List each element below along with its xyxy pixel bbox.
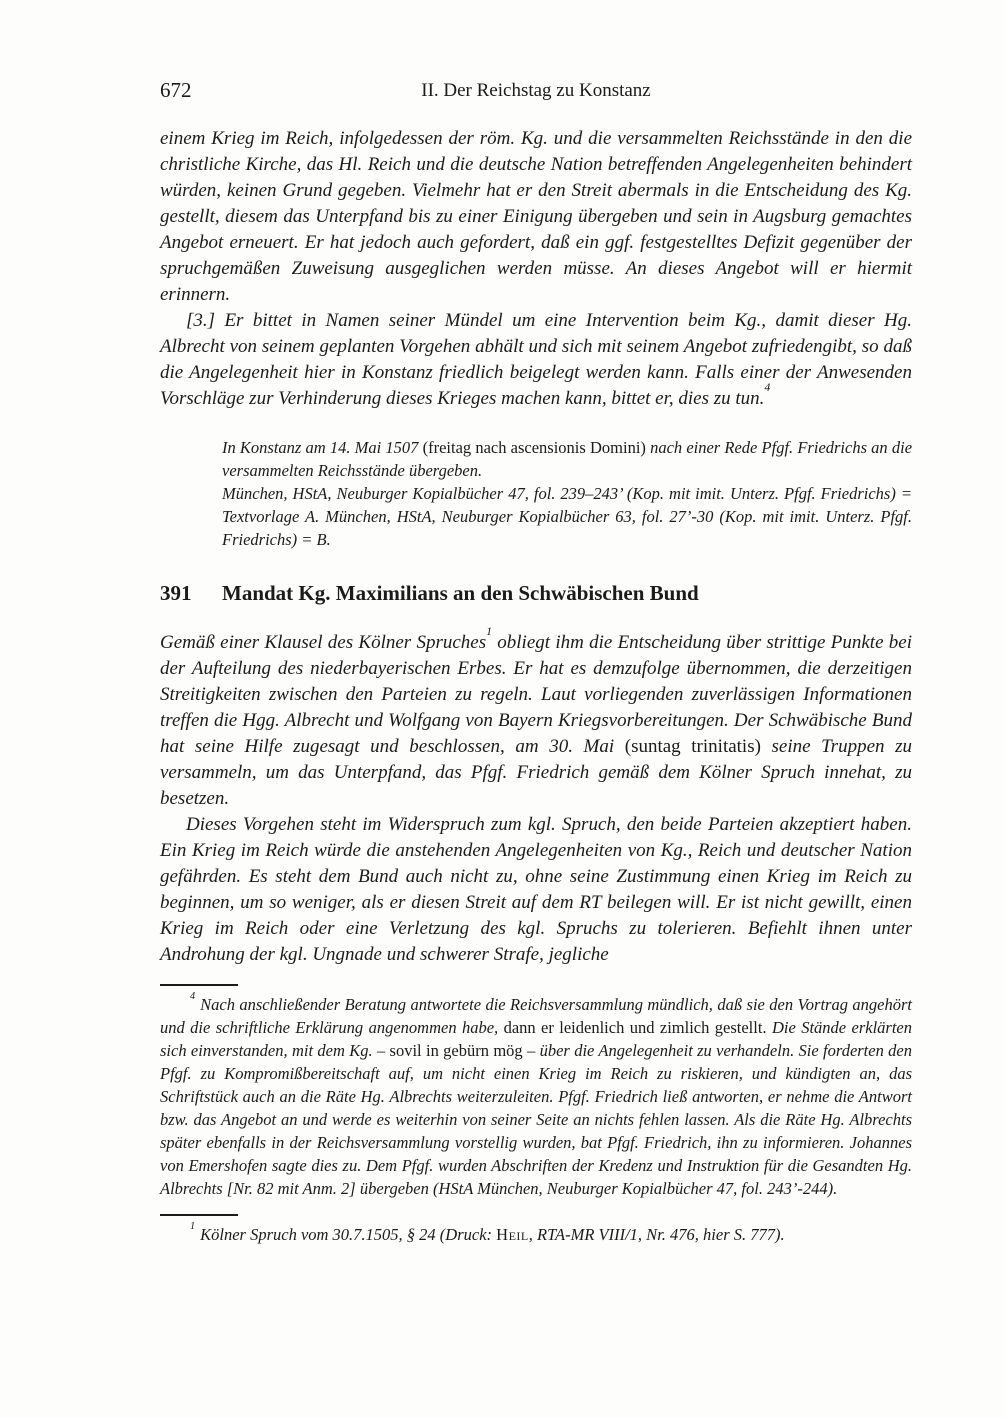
footnote-4-text-a: Nach anschließender Beratung antwortete die Reichsversammlung mündlich, daß sie den Vortrag angehört und die schriftliche Erklärung angenommen habe,: [160, 995, 912, 1037]
provenance-date-text: In Konstanz am 14. Mai 1507: [222, 438, 423, 457]
page-number: 672: [160, 78, 192, 102]
entry-title: Mandat Kg. Maximilians an den Schwäbischen Bund: [222, 581, 699, 605]
footnote-4-quote-a: dann er leidenlich und zimlich gestellt.: [498, 1018, 772, 1037]
footnote-ref-1: 1: [486, 625, 492, 639]
footnote-1-author-smallcaps: Heil: [496, 1225, 529, 1244]
summary-paragraph-2: Dieses Vorgehen steht im Widerspruch zum kgl. Spruch, den beide Parteien akzeptiert haben. Ein Krieg im Reich würde die anstehenden Angelegenheiten von Kg., Reich und deutscher Nation gefährden. Es steht dem Bund auch nicht zu, ohne seine Zustimmung einen Krieg im Reich zu beginnen, um so weniger, als er diesen Streit auf dem RT beilegen will. Er ist nicht gewillt, einen Krieg im Reich oder eine Verletzung des kgl. Spruchs zu tolerieren. Befiehlt ihnen unter Androhung der kgl. Ungnade und schwerer Strafe, jegliche: [160, 814, 912, 965]
provenance-date-text-2: nach einer Rede Pfgf. Friedrichs an die versammelten Reichsstände übergeben.: [222, 438, 913, 480]
page-header: [160, 78, 912, 106]
provenance-date-original: (freitag nach ascensionis Domini): [422, 438, 646, 457]
provenance-date-line: [222, 436, 912, 482]
footnote-1-text-a: Kölner Spruch vom 30.7.1505, § 24 (Druck:: [200, 1225, 497, 1244]
entry-heading: [160, 581, 912, 606]
entry-390-continuation: [160, 126, 912, 551]
provenance-archive-line: München, HStA, Neuburger Kopialbücher 47, fol. 239–243’ (Kop. mit imit. Unterz. Pfgf. Friedrichs) = Textvorlage A. München, HStA, Neuburger Kopialbücher 63, fol. 27’-30 (Kop. mit imit. Unterz. Pfgf. Friedrichs) = B.: [222, 484, 912, 549]
entry-391: [160, 581, 912, 968]
summary-1-text-c: seine Truppen zu versammeln, um das Unterpfand, das Pfgf. Friedrich gemäß dem Kölner Spruch innehat, zu besetzen.: [160, 736, 912, 809]
footnote-4: [160, 990, 913, 1200]
footnote-separator-rule-2: [160, 1214, 238, 1216]
summary-1-text-a: Gemäß einer Klausel des Kölner Spruches: [160, 632, 487, 653]
regest-paragraph-3-text: [3.] Er bittet in Namen seiner Mündel um eine Intervention beim Kg., damit dieser Hg. Albrecht von seinem geplanten Vorgehen abhält und sich mit seinem Angebot zufriedengibt, so daß die Angelegenheit hier in Konstanz friedlich beigelegt werden kann. Falls einer der Anwesenden Vorschläge zur Verhinderung dieses Krieges machen kann, bittet er, dies zu tun.: [160, 310, 912, 409]
footnote-4-text-b: Die Stände erklärten sich einverstanden, mit dem Kg.: [160, 1018, 912, 1060]
footnote-4-marker: 4: [190, 990, 196, 1002]
running-head: II. Der Reichstag zu Konstanz: [421, 80, 651, 101]
footnote-1-marker: 1: [190, 1220, 196, 1232]
summary-1-text-b: obliegt ihm die Entscheidung über strittige Punkte bei der Aufteilung des niederbayerischen Erbes. Er hat es demzufolge übernommen, die derzeitigen Streitigkeiten zwischen den Parteien zu regeln. Laut vorliegenden zuverlässigen Informationen treffen die Hgg. Albrecht und Wolfgang von Bayern Kriegsvorbereitungen. Der Schwäbische Bund hat seine Hilfe zugesagt und beschlossen, am 30. Mai: [160, 632, 913, 757]
footnote-4-quote-b: – sovil in gebürn mög –: [376, 1041, 536, 1060]
footnote-1: [160, 1220, 912, 1246]
entry-number: 391: [160, 581, 192, 605]
footnote-1-text-b: , RTA-MR VIII/1, Nr. 476, hier S. 777).: [528, 1225, 785, 1244]
footnote-ref-4: 4: [764, 381, 771, 395]
provenance-block: [222, 436, 912, 551]
footnote-4-text-c: über die Angelegenheit zu verhandeln. Sie forderten den Pfgf. zu Kompromißbereitschaft auf, um nicht einen Krieg im Reich zu riskieren, und kündigten an, das Schriftstück auch an die Räte Hg. Albrechts weiterzuleiten. Pfgf. Friedrich ließ antworten, er nehme die Antwort bzw. das Angebot an und werde es weiterhin von seiner Seite an nichts fehlen lassen. Als die Räte Hg. Albrechts später ebenfalls in der Reichsversammlung vorstellig wurden, bat Pfgf. Friedrich, ihn zu informieren. Johannes von Emershofen sagte dies zu. Dem Pfgf. wurden Abschriften der Kredenz und Instruktion für die Gesandten Hg. Albrechts [Nr. 82 mit Anm. 2] übergeben (HStA München, Neuburger Kopialbücher 47, fol. 243’-244).: [160, 1041, 913, 1198]
footnote-separator-rule: [160, 984, 238, 986]
summary-paragraph-1: [160, 625, 913, 812]
regest-continuation-paragraph: einem Krieg im Reich, infolgedessen der röm. Kg. und die versammelten Reichsstände in den die christliche Kirche, das Hl. Reich und die deutsche Nation betreffenden Angelegenheiten behindert würden, keinen Grund gegeben. Vielmehr hat er den Streit abermals in die Entscheidung des Kg. gestellt, diesem das Unterpfand bis zu einer Einigung übergeben und sein in Augsburg gemachtes Angebot erneuert. Er hat jedoch auch gefordert, daß ein ggf. festgestelltes Defizit gegenüber der spruchgemäßen Zuweisung ausgeglichen werden müsse. An dieses Angebot will er hiermit erinnern.: [160, 128, 912, 305]
footnotes-area: [160, 984, 912, 1246]
regest-paragraph-3: [160, 308, 912, 412]
summary-1-original-date: (suntag trinitatis): [624, 736, 761, 757]
